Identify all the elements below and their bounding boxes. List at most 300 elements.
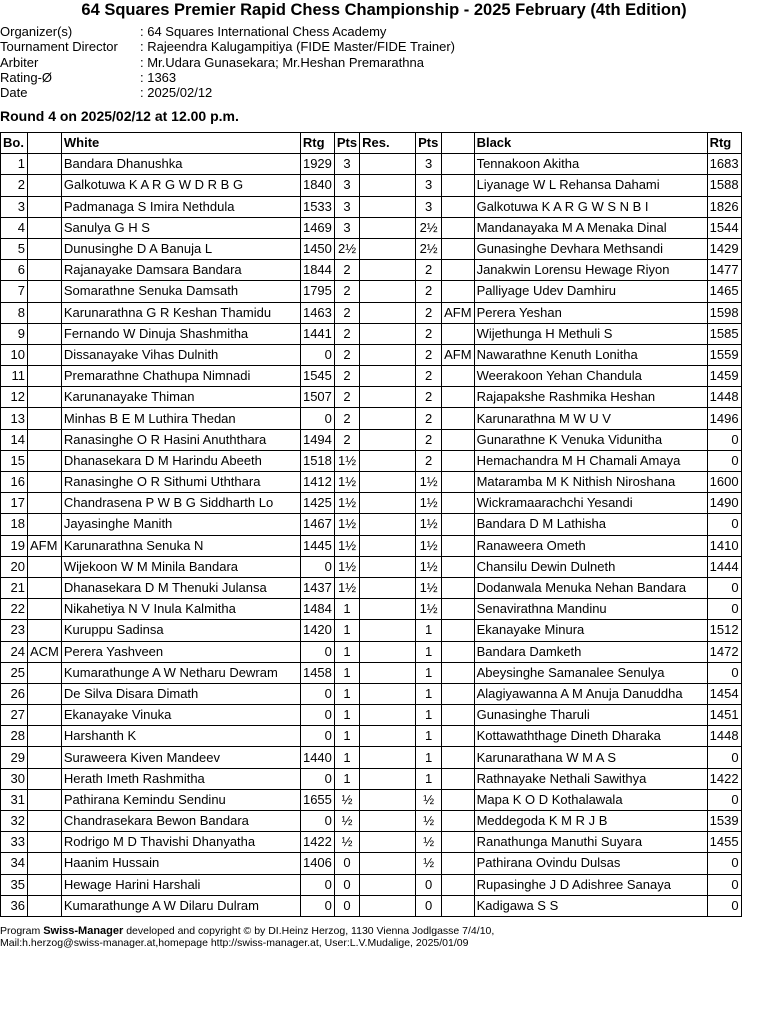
black-points: 2½ <box>416 238 442 259</box>
table-row <box>1 832 742 853</box>
table-row <box>1 217 742 238</box>
table-row <box>1 408 742 429</box>
black-rating: 1429 <box>707 238 741 259</box>
black-title: AFM <box>442 302 474 323</box>
black-title <box>442 429 474 450</box>
result <box>360 832 416 853</box>
white-points: ½ <box>334 811 359 832</box>
table-row <box>1 323 742 344</box>
white-title <box>28 726 62 747</box>
white-player: Karunarathna Senuka N <box>61 535 300 556</box>
black-rating: 0 <box>707 599 741 620</box>
result <box>360 874 416 895</box>
black-points: 2 <box>416 323 442 344</box>
black-rating: 1600 <box>707 472 741 493</box>
white-title <box>28 599 62 620</box>
black-title <box>442 620 474 641</box>
black-points: 1 <box>416 620 442 641</box>
table-row <box>1 387 742 408</box>
black-rating: 1455 <box>707 832 741 853</box>
board-number: 25 <box>1 662 28 683</box>
table-row <box>1 747 742 768</box>
tournament-info <box>0 24 455 100</box>
result <box>360 154 416 175</box>
result <box>360 535 416 556</box>
white-points: 1 <box>334 662 359 683</box>
white-rating: 1469 <box>300 217 334 238</box>
white-player: Sanulya G H S <box>61 217 300 238</box>
white-rating: 1420 <box>300 620 334 641</box>
black-points: 1 <box>416 747 442 768</box>
white-rating: 0 <box>300 344 334 365</box>
black-title <box>442 832 474 853</box>
result <box>360 726 416 747</box>
black-rating: 0 <box>707 429 741 450</box>
black-title <box>442 493 474 514</box>
black-rating: 1472 <box>707 641 741 662</box>
white-points: 2 <box>334 302 359 323</box>
black-title <box>442 747 474 768</box>
black-points: 1½ <box>416 514 442 535</box>
white-rating: 0 <box>300 811 334 832</box>
white-rating: 1840 <box>300 175 334 196</box>
info-value: : Mr.Udara Gunasekara; Mr.Heshan Premarathna <box>140 54 424 70</box>
black-player: Karunarathna M W U V <box>474 408 707 429</box>
white-title <box>28 874 62 895</box>
black-points: 2 <box>416 281 442 302</box>
white-player: Ranasinghe O R Hasini Anuththara <box>61 429 300 450</box>
white-points: 3 <box>334 217 359 238</box>
result <box>360 895 416 916</box>
board-number: 35 <box>1 874 28 895</box>
black-title <box>442 217 474 238</box>
black-points: 1 <box>416 768 442 789</box>
board-number: 15 <box>1 450 28 471</box>
table-row <box>1 450 742 471</box>
result <box>360 238 416 259</box>
table-row <box>1 641 742 662</box>
black-title <box>442 599 474 620</box>
board-number: 28 <box>1 726 28 747</box>
white-points: 1 <box>334 683 359 704</box>
black-player: Galkotuwa K A R G W S N B I <box>474 196 707 217</box>
black-player: Meddegoda K M R J B <box>474 811 707 832</box>
black-player: Wickramaarachchi Yesandi <box>474 493 707 514</box>
black-points: 2 <box>416 408 442 429</box>
result <box>360 789 416 810</box>
black-points: 1½ <box>416 535 442 556</box>
white-title <box>28 196 62 217</box>
black-rating: 0 <box>707 853 741 874</box>
black-player: Abeysinghe Samanalee Senulya <box>474 662 707 683</box>
board-number: 16 <box>1 472 28 493</box>
table-header-row <box>1 133 742 154</box>
black-player: Rupasinghe J D Adishree Sanaya <box>474 874 707 895</box>
black-player: Rathnayake Nethali Sawithya <box>474 768 707 789</box>
white-player: Chandrasekara Bewon Bandara <box>61 811 300 832</box>
col-white-points-header: Pts <box>334 133 359 154</box>
black-title <box>442 387 474 408</box>
result <box>360 768 416 789</box>
table-row <box>1 302 742 323</box>
white-player: Jayasinghe Manith <box>61 514 300 535</box>
result <box>360 302 416 323</box>
white-title <box>28 260 62 281</box>
black-points: ½ <box>416 811 442 832</box>
result <box>360 853 416 874</box>
white-player: Dissanayake Vihas Dulnith <box>61 344 300 365</box>
white-title <box>28 853 62 874</box>
black-points: 3 <box>416 154 442 175</box>
col-black-points-header: Pts <box>416 133 442 154</box>
black-points: 1½ <box>416 577 442 598</box>
white-player: Suraweera Kiven Mandeev <box>61 747 300 768</box>
board-number: 26 <box>1 683 28 704</box>
board-number: 19 <box>1 535 28 556</box>
white-player: Dhanasekara D M Thenuki Julansa <box>61 577 300 598</box>
white-player: De Silva Disara Dimath <box>61 683 300 704</box>
black-rating: 1539 <box>707 811 741 832</box>
white-points: 1½ <box>334 450 359 471</box>
result <box>360 344 416 365</box>
black-points: 1½ <box>416 472 442 493</box>
white-points: 0 <box>334 874 359 895</box>
board-number: 10 <box>1 344 28 365</box>
white-points: 1½ <box>334 577 359 598</box>
black-rating: 1598 <box>707 302 741 323</box>
white-rating: 1458 <box>300 662 334 683</box>
black-points: 3 <box>416 175 442 196</box>
black-player: Palliyage Udev Damhiru <box>474 281 707 302</box>
col-board-header: Bo. <box>1 133 28 154</box>
table-row <box>1 260 742 281</box>
black-player: Pathirana Ovindu Dulsas <box>474 853 707 874</box>
board-number: 30 <box>1 768 28 789</box>
white-player: Somarathne Senuka Damsath <box>61 281 300 302</box>
col-white-header: White <box>61 133 300 154</box>
table-row <box>1 853 742 874</box>
table-row <box>1 344 742 365</box>
white-rating: 1445 <box>300 535 334 556</box>
black-title <box>442 895 474 916</box>
white-player: Minhas B E M Luthira Thedan <box>61 408 300 429</box>
result <box>360 811 416 832</box>
white-player: Chandrasena P W B G Siddharth Lo <box>61 493 300 514</box>
white-title <box>28 154 62 175</box>
white-title <box>28 493 62 514</box>
white-rating: 1437 <box>300 577 334 598</box>
white-rating: 1463 <box>300 302 334 323</box>
black-title <box>442 196 474 217</box>
pairings-table <box>0 132 742 917</box>
board-number: 33 <box>1 832 28 853</box>
black-points: 0 <box>416 895 442 916</box>
black-rating: 1444 <box>707 556 741 577</box>
col-result-header: Res. <box>360 133 416 154</box>
white-player: Rajanayake Damsara Bandara <box>61 260 300 281</box>
footer <box>0 925 494 949</box>
white-title <box>28 387 62 408</box>
white-rating: 0 <box>300 683 334 704</box>
table-row <box>1 683 742 704</box>
white-title <box>28 429 62 450</box>
white-rating: 1406 <box>300 853 334 874</box>
white-rating: 0 <box>300 556 334 577</box>
white-player: Wijekoon W M Minila Bandara <box>61 556 300 577</box>
white-player: Perera Yashveen <box>61 641 300 662</box>
white-points: 1 <box>334 599 359 620</box>
black-rating: 0 <box>707 895 741 916</box>
white-points: 1 <box>334 641 359 662</box>
black-title <box>442 154 474 175</box>
table-row <box>1 599 742 620</box>
col-black-title-header <box>442 133 474 154</box>
white-title <box>28 302 62 323</box>
white-title <box>28 811 62 832</box>
black-rating: 1422 <box>707 768 741 789</box>
info-value: : Rajeendra Kalugampitiya (FIDE Master/FIDE Trainer) <box>140 39 455 55</box>
white-points: 2 <box>334 387 359 408</box>
result <box>360 599 416 620</box>
white-player: Ekanayake Vinuka <box>61 705 300 726</box>
white-rating: 1440 <box>300 747 334 768</box>
board-number: 22 <box>1 599 28 620</box>
white-player: Premarathne Chathupa Nimnadi <box>61 366 300 387</box>
black-points: 1 <box>416 726 442 747</box>
info-value: : 2025/02/12 <box>140 85 213 101</box>
board-number: 23 <box>1 620 28 641</box>
black-rating: 1465 <box>707 281 741 302</box>
white-rating: 1518 <box>300 450 334 471</box>
black-player: Kadigawa S S <box>474 895 707 916</box>
black-title <box>442 281 474 302</box>
white-rating: 1929 <box>300 154 334 175</box>
white-rating: 1795 <box>300 281 334 302</box>
result <box>360 323 416 344</box>
black-rating: 0 <box>707 789 741 810</box>
black-player: Ranathunga Manuthi Suyara <box>474 832 707 853</box>
white-title <box>28 683 62 704</box>
table-row <box>1 196 742 217</box>
board-number: 18 <box>1 514 28 535</box>
black-rating: 1459 <box>707 366 741 387</box>
black-points: 1½ <box>416 493 442 514</box>
white-points: 1 <box>334 747 359 768</box>
white-title <box>28 895 62 916</box>
pairings-body <box>1 154 742 917</box>
white-points: 1½ <box>334 535 359 556</box>
white-rating: 1844 <box>300 260 334 281</box>
footer-program-label: Program <box>0 925 41 937</box>
white-player: Rodrigo M D Thavishi Dhanyatha <box>61 832 300 853</box>
black-rating: 0 <box>707 577 741 598</box>
black-title <box>442 768 474 789</box>
footer-program-name: Swiss-Manager <box>43 925 124 937</box>
white-title: AFM <box>28 535 62 556</box>
black-player: Chansilu Dewin Dulneth <box>474 556 707 577</box>
black-player: Kottawaththage Dineth Dharaka <box>474 726 707 747</box>
result <box>360 747 416 768</box>
footer-line-1 <box>0 925 494 937</box>
black-player: Bandara D M Lathisha <box>474 514 707 535</box>
black-player: Bandara Damketh <box>474 641 707 662</box>
white-player: Fernando W Dinuja Shashmitha <box>61 323 300 344</box>
black-player: Janakwin Lorensu Hewage Riyon <box>474 260 707 281</box>
white-title <box>28 514 62 535</box>
black-title <box>442 705 474 726</box>
result <box>360 683 416 704</box>
white-points: 2 <box>334 408 359 429</box>
black-rating: 1448 <box>707 726 741 747</box>
black-title <box>442 811 474 832</box>
result <box>360 577 416 598</box>
white-points: 2 <box>334 323 359 344</box>
result <box>360 175 416 196</box>
white-title: ACM <box>28 641 62 662</box>
white-rating: 1494 <box>300 429 334 450</box>
black-points: 1½ <box>416 556 442 577</box>
board-number: 31 <box>1 789 28 810</box>
page-title: 64 Squares Premier Rapid Chess Championship - 2025 February (4th Edition) <box>81 1 687 19</box>
black-player: Nawarathne Kenuth Lonitha <box>474 344 707 365</box>
white-points: 2½ <box>334 238 359 259</box>
info-date <box>0 85 455 100</box>
col-white-rating-header: Rtg <box>300 133 334 154</box>
black-player: Senavirathna Mandinu <box>474 599 707 620</box>
board-number: 34 <box>1 853 28 874</box>
black-points: 2 <box>416 387 442 408</box>
black-rating: 1683 <box>707 154 741 175</box>
white-rating: 0 <box>300 874 334 895</box>
black-points: 2 <box>416 302 442 323</box>
black-rating: 1451 <box>707 705 741 726</box>
result <box>360 281 416 302</box>
black-player: Mandanayaka M A Menaka Dinal <box>474 217 707 238</box>
result <box>360 514 416 535</box>
board-number: 24 <box>1 641 28 662</box>
board-number: 6 <box>1 260 28 281</box>
table-row <box>1 662 742 683</box>
white-rating: 0 <box>300 641 334 662</box>
white-rating: 0 <box>300 726 334 747</box>
white-points: ½ <box>334 789 359 810</box>
white-player: Kuruppu Sadinsa <box>61 620 300 641</box>
white-title <box>28 577 62 598</box>
black-rating: 1559 <box>707 344 741 365</box>
table-row <box>1 493 742 514</box>
black-title <box>442 874 474 895</box>
white-player: Dunusinghe D A Banuja L <box>61 238 300 259</box>
black-points: 2 <box>416 260 442 281</box>
black-rating: 1496 <box>707 408 741 429</box>
black-player: Alagiyawanna A M Anuja Danuddha <box>474 683 707 704</box>
black-rating: 1585 <box>707 323 741 344</box>
table-row <box>1 535 742 556</box>
white-player: Harshanth K <box>61 726 300 747</box>
black-title <box>442 535 474 556</box>
table-row <box>1 472 742 493</box>
result <box>360 620 416 641</box>
white-rating: 1450 <box>300 238 334 259</box>
info-label: Rating-Ø <box>0 69 53 85</box>
black-title <box>442 726 474 747</box>
white-title <box>28 217 62 238</box>
white-player: Bandara Dhanushka <box>61 154 300 175</box>
white-player: Kumarathunge A W Dilaru Dulram <box>61 895 300 916</box>
black-points: 3 <box>416 196 442 217</box>
result <box>360 705 416 726</box>
black-title <box>442 238 474 259</box>
white-points: 3 <box>334 154 359 175</box>
result <box>360 366 416 387</box>
result <box>360 196 416 217</box>
white-title <box>28 789 62 810</box>
black-title <box>442 260 474 281</box>
white-rating: 1422 <box>300 832 334 853</box>
black-title <box>442 366 474 387</box>
black-points: 2 <box>416 429 442 450</box>
info-value: : 1363 <box>140 69 177 85</box>
white-title <box>28 472 62 493</box>
footer-copyright: developed and copyright © by DI.Heinz Herzog, 1130 Vienna Jodlgasse 7/4/10, <box>126 925 495 937</box>
black-rating: 1544 <box>707 217 741 238</box>
board-number: 14 <box>1 429 28 450</box>
white-points: 2 <box>334 429 359 450</box>
table-row <box>1 705 742 726</box>
white-title <box>28 620 62 641</box>
result <box>360 472 416 493</box>
white-title <box>28 238 62 259</box>
black-title <box>442 853 474 874</box>
white-rating: 1441 <box>300 323 334 344</box>
board-number: 1 <box>1 154 28 175</box>
result <box>360 450 416 471</box>
black-points: 1 <box>416 705 442 726</box>
table-row <box>1 620 742 641</box>
black-player: Mataramba M K Nithish Niroshana <box>474 472 707 493</box>
footer-line-2: Mail:h.herzog@swiss-manager.at,homepage http://swiss-manager.at, User:L.V.Mudalige, 2025/01/09 <box>0 937 469 949</box>
black-title <box>442 641 474 662</box>
black-title <box>442 472 474 493</box>
col-black-header: Black <box>474 133 707 154</box>
white-title <box>28 747 62 768</box>
white-points: 1½ <box>334 514 359 535</box>
black-player: Dodanwala Menuka Nehan Bandara <box>474 577 707 598</box>
white-rating: 0 <box>300 408 334 429</box>
white-points: 1½ <box>334 472 359 493</box>
board-number: 9 <box>1 323 28 344</box>
black-title <box>442 556 474 577</box>
black-title <box>442 408 474 429</box>
table-row <box>1 768 742 789</box>
info-arbiter <box>0 55 455 70</box>
info-rating-avg <box>0 70 455 85</box>
result <box>360 408 416 429</box>
info-label: Arbiter <box>0 54 39 70</box>
white-points: 3 <box>334 196 359 217</box>
result <box>360 429 416 450</box>
white-player: Ranasinghe O R Sithumi Uththara <box>61 472 300 493</box>
white-player: Herath Imeth Rashmitha <box>61 768 300 789</box>
white-player: Hewage Harini Harshali <box>61 874 300 895</box>
black-points: 2 <box>416 450 442 471</box>
board-number: 7 <box>1 281 28 302</box>
board-number: 12 <box>1 387 28 408</box>
board-number: 5 <box>1 238 28 259</box>
table-row <box>1 726 742 747</box>
white-points: 1½ <box>334 556 359 577</box>
black-rating: 1477 <box>707 260 741 281</box>
